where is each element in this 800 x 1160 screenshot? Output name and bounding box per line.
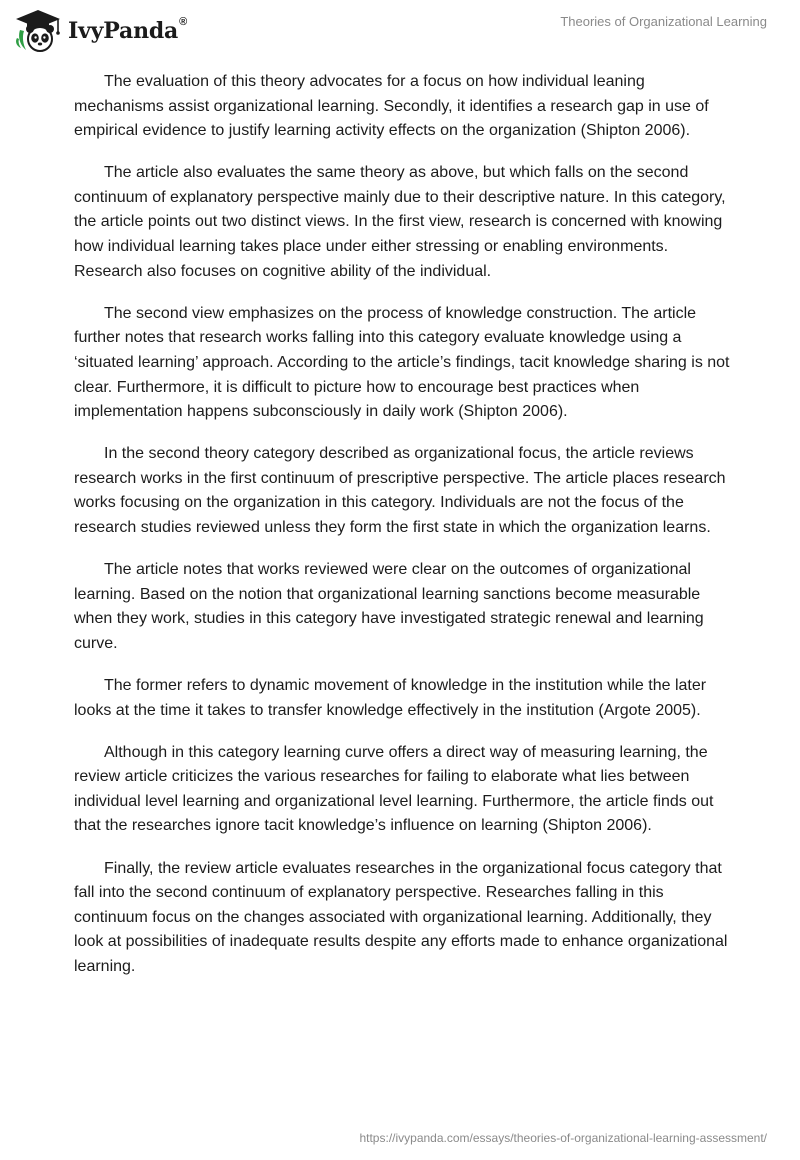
- ivypanda-logo[interactable]: [14, 8, 187, 54]
- page-header: [0, 0, 800, 62]
- paragraph: The evaluation of this theory advocates for a focus on how individual leaning mechanisms assist organizational learning. Secondly, it identifies a research gap in use of empirical evidence to justify learning activity effects on the organization (Shipton 2006).: [74, 73, 709, 140]
- panda-graduation-cap-icon: [14, 8, 62, 54]
- logo-brand-name: [68, 16, 188, 44]
- paragraph: The former refers to dynamic movement of knowledge in the institution while the later looks at the time it takes to transfer knowledge effectively in the institution (Argote 2005).: [74, 676, 707, 719]
- paragraph: Although in this category learning curve offers a direct way of measuring learning, the review article criticizes the various researches for failing to elaborate what lies between individual level learning and organizational level learning. Furthermore, the article finds out that the researches ignore tacit knowledge’s influence on learning (Shipton 2006).: [74, 743, 714, 835]
- paragraph: The article notes that works reviewed were clear on the outcomes of organizational learning. Based on the notion that organizational learning sanctions become measurable when they work, studies in this category have investigated strategic renewal and learning curve.: [74, 561, 704, 652]
- paragraph: In the second theory category described as organizational focus, the article reviews research works in the first continuum of prescriptive perspective. The article places research works focusing on the organization in this category. Individuals are not the focus of the research studies reviewed unless they form the first state in which the organization learns.: [74, 445, 726, 536]
- paragraph: The second view emphasizes on the process of knowledge construction. The article further notes that research works falling into this category evaluate knowledge using a ‘situated learning’ approach. According to the article’s findings, tacit knowledge sharing is not clear. Furthermore, it is difficult to picture how to encourage best practices when implementation happens subconsciously in daily work (Shipton 2006).: [74, 304, 730, 421]
- logo-brand-text: IvyPanda: [68, 18, 179, 44]
- registered-mark: ®: [179, 16, 188, 28]
- paragraph: Finally, the review article evaluates researches in the organizational focus category that fall into the second continuum of explanatory perspective. Researches falling in this continuum focus on the changes associated with organizational learning. Additionally, they look at possibilities of inadequate results despite any efforts made to enhance organizational learning.: [74, 859, 728, 975]
- essay-body: [74, 70, 734, 997]
- document-title: Theories of Organizational Learning: [560, 14, 767, 29]
- footer-source-url[interactable]: https://ivypanda.com/essays/theories-of-organizational-learning-assessment/: [359, 1131, 767, 1145]
- paragraph: The article also evaluates the same theory as above, but which falls on the second continuum of explanatory perspective mainly due to their descriptive nature. In this category, the article points out two distinct views. In the first view, research is concerned with knowing how individual learning takes place under either stressing or enabling environments. Research also focuses on cognitive ability of the individual.: [74, 164, 726, 280]
